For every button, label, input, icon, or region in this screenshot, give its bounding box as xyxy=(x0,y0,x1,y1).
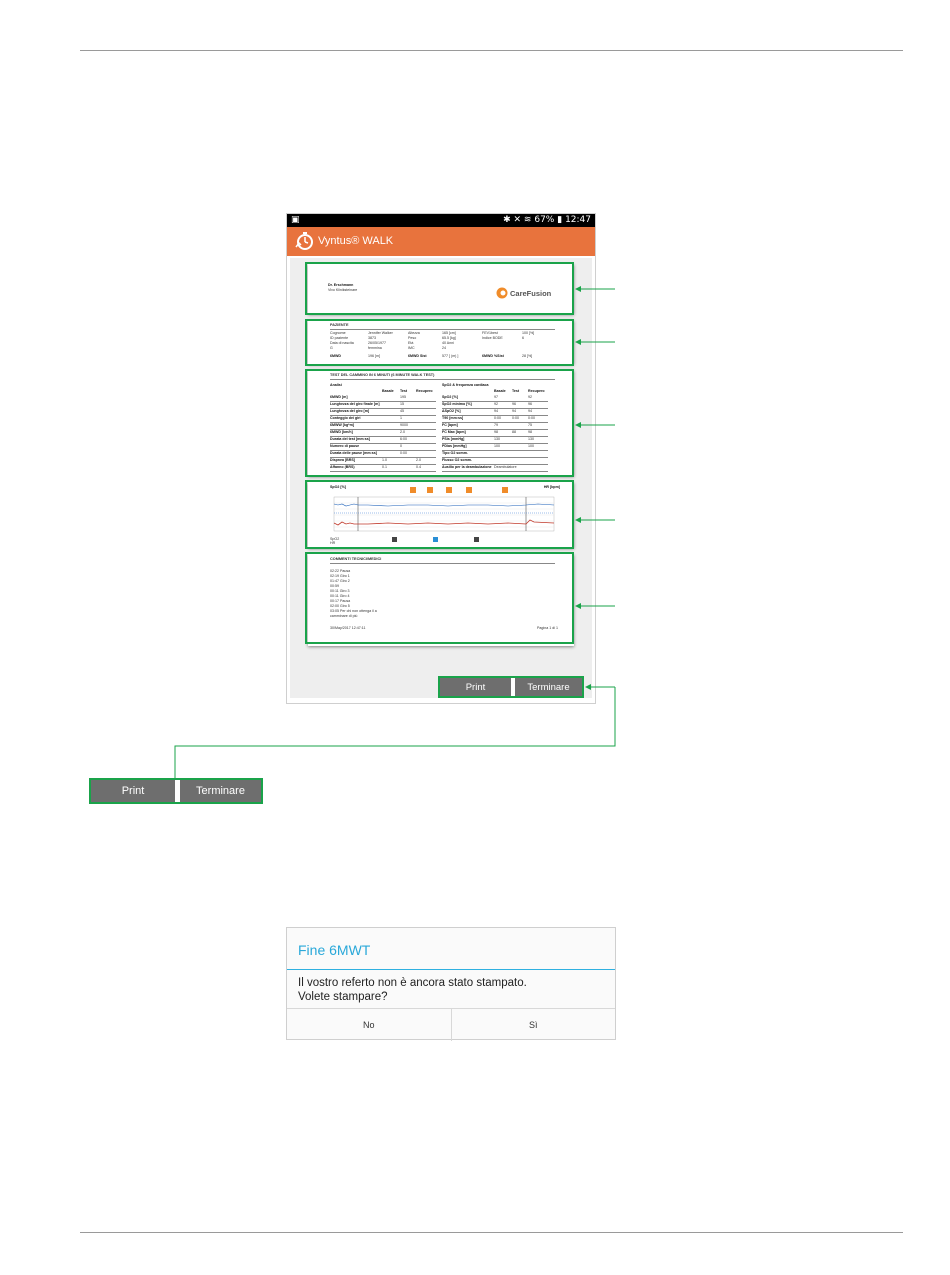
table-row-label: Ausilio per la deambulazione xyxy=(442,465,492,469)
comments-heading: COMMENTI TECNICI/MEDICI xyxy=(330,557,382,561)
battery-level: 67% xyxy=(534,215,555,225)
table-cell: 1.0 xyxy=(382,458,387,462)
table-col-header: Basale xyxy=(382,389,394,393)
dialog-message-line1: Il vostro referto non è ancora stato stampato. xyxy=(298,977,527,989)
end-6mwt-dialog xyxy=(286,927,616,1040)
table-col-header: Test xyxy=(400,389,408,393)
clock: 12:47 xyxy=(565,215,591,225)
table-cell: 79 xyxy=(494,423,498,427)
table-cell: 6:00 xyxy=(400,437,407,441)
clinic-name: Vivo Kliniksteinare xyxy=(328,288,358,292)
dialog-message-line2: Volete stampare? xyxy=(298,991,388,1003)
patient-cell: Altezza xyxy=(408,331,420,335)
table-cell: 98 xyxy=(528,430,532,434)
dialog-divider xyxy=(287,969,615,970)
comment-line: 03:05 Per chi non ottenga il a xyxy=(330,609,377,613)
patient-cell: 65.5 [kg] xyxy=(442,336,456,340)
patient-heading: PAZIENTE xyxy=(330,323,349,327)
patient-cell: Data di nascita xyxy=(330,341,354,345)
comment-line: 01:47 Giro 2 xyxy=(330,579,350,583)
print-button[interactable]: Print xyxy=(440,678,511,696)
table-cell: Deambulatore xyxy=(494,465,517,469)
table-cell: 0:00 xyxy=(512,416,519,420)
patient-cell: 26/05/1977 xyxy=(368,341,386,345)
table-col-header: Recupero xyxy=(416,389,433,393)
table-row-label: 6MWD [km/h] xyxy=(330,430,353,434)
table-row-label: FC Max [bpm] xyxy=(442,430,466,434)
table-cell: 0:00 xyxy=(528,416,535,420)
patient-cell: FEV1best xyxy=(482,331,498,335)
table-cell: 0 xyxy=(400,444,402,448)
table-cell: 92 xyxy=(494,402,498,406)
dialog-buttons xyxy=(287,1008,615,1041)
comment-line: 00:11 Giro 4 xyxy=(330,594,350,598)
app-title: Vyntus® WALK xyxy=(318,235,394,247)
comment-line: 00:11 Giro 3 xyxy=(330,589,350,593)
table-cell: 97 xyxy=(494,395,498,399)
table-col-header: Basale xyxy=(494,389,506,393)
wifi-icon: ≋ xyxy=(523,215,532,225)
table-cell: 94 xyxy=(512,409,516,413)
table-row-label: Lunghezza del giro [m] xyxy=(330,409,370,413)
test-heading: TEST DEL CAMMINO IN 6 MINUTI (6 MINUTE WALK TEST) xyxy=(330,373,435,377)
brand-name: CareFusion xyxy=(510,289,552,298)
finish-button[interactable]: Terminare xyxy=(515,678,582,696)
table-cell: 1 xyxy=(400,416,402,420)
table-cell: 0:00 xyxy=(400,451,407,455)
table-cell: 75 xyxy=(528,423,532,427)
chart-right-label: HR [bpm] xyxy=(543,485,560,489)
patient-cell: IMC xyxy=(408,346,415,350)
table-row-label: ΔSpO2 [%] xyxy=(442,409,461,413)
table-row-label: 6MWW [kg*m] xyxy=(330,423,354,427)
patient-summary-cell: 6MWD Sist xyxy=(408,354,427,358)
comment-line: 00:17 Pausa xyxy=(330,599,351,603)
patient-cell: Peso xyxy=(408,336,417,340)
comment-line: 00:59 xyxy=(330,584,339,588)
patient-cell: 3873 xyxy=(368,336,376,340)
table-row-label: 6MWD [m] xyxy=(330,395,348,399)
patient-cell: 100 [%] xyxy=(522,331,535,335)
table-cell: 2.0 xyxy=(400,430,405,434)
table-row-label: Conteggio dei giri xyxy=(330,416,361,420)
table-cell: 94 xyxy=(494,409,498,413)
patient-cell: ID paziente xyxy=(330,336,349,340)
table-row-label: Affanno (BRS) xyxy=(330,465,355,469)
table-cell: 88 xyxy=(512,430,516,434)
patient-cell: 6 xyxy=(522,336,524,340)
table-cell: 100 xyxy=(528,444,534,448)
patient-cell: 24 xyxy=(442,346,446,350)
yes-button[interactable]: Sì xyxy=(451,1009,616,1041)
table-row-label: Durata del test [mm:ss] xyxy=(330,437,370,441)
table-cell: 92 xyxy=(528,395,532,399)
table-row-label: Numero di pause xyxy=(330,444,360,448)
table-row-label: SpO2 minimo [%] xyxy=(442,402,472,406)
no-button[interactable]: No xyxy=(362,1020,375,1030)
table-cell: 15 xyxy=(400,402,404,406)
patient-cell: femmina xyxy=(368,346,382,350)
battery-icon: ▮ xyxy=(557,215,563,225)
patient-cell: Indice BODE xyxy=(482,336,503,340)
comment-line: 02:19 Giro 1 xyxy=(330,574,350,578)
report-timestamp: 30/May/2017 12:47:11 xyxy=(330,626,366,630)
legend-spo2: SpO2 xyxy=(330,537,340,541)
table-cell: 130 xyxy=(528,437,534,441)
table-row-label: SpO2 [%] xyxy=(442,395,458,399)
table-col-header: Recupero xyxy=(528,389,545,393)
zoom-button-bar xyxy=(89,778,263,804)
table-cell: 2.0 xyxy=(416,458,421,462)
notification-icon: ▣ xyxy=(291,215,300,225)
comment-line: 02:00 Giro 5 xyxy=(330,604,350,608)
zoom-finish-button[interactable]: Terminare xyxy=(180,780,261,802)
table-cell: 100 xyxy=(494,444,500,448)
patient-cell: G xyxy=(330,346,333,350)
mute-icon: ✕ xyxy=(513,215,522,225)
table-row-label: PDias [mmHg] xyxy=(442,444,467,448)
dialog-message xyxy=(298,976,527,1004)
legend-hr: HR xyxy=(330,541,336,545)
patient-cell: Cognome xyxy=(330,331,346,335)
table-cell: 96 xyxy=(528,402,532,406)
doctor-name: Dr. Erschmann xyxy=(328,283,354,287)
table-row-label: PSis [mmHg] xyxy=(442,437,465,441)
analysis-title: Analisi xyxy=(330,383,342,387)
table-cell: 0.4 xyxy=(416,465,421,469)
table-row-label: Durata delle pause [mm:ss] xyxy=(330,451,377,455)
bluetooth-icon: ✱ xyxy=(503,215,511,225)
table-cell: 9000 xyxy=(400,423,408,427)
table-cell: 0.1 xyxy=(382,465,387,469)
table-row-label: FC [bpm] xyxy=(442,423,458,427)
zoom-print-button[interactable]: Print xyxy=(91,780,175,802)
patient-summary-cell: 577 [ (m) ] xyxy=(442,354,459,358)
patient-cell: 165 [cm] xyxy=(442,331,456,335)
patient-summary-cell: 6MWD xyxy=(330,354,341,358)
table-cell: 130 xyxy=(494,437,500,441)
table-cell: 45 xyxy=(400,409,404,413)
patient-cell: Jennifer Walker xyxy=(368,331,393,335)
comment-line: 02:22 Pausa xyxy=(330,569,351,573)
table-row-label: Lunghezza del giro finale [m] xyxy=(330,402,380,406)
patient-cell: 40 Anni xyxy=(442,341,454,345)
dialog-title: Fine 6MWT xyxy=(298,942,371,958)
patient-summary-cell: 196 [m] xyxy=(368,354,380,358)
table-row-label: Tipo O2 somm. xyxy=(442,451,468,455)
table-row-label: Dispnea [BRS] xyxy=(330,458,355,462)
table-cell: 195 xyxy=(400,395,406,399)
chart-left-label: SpO2 [%] xyxy=(330,485,346,489)
spo2-hr-title: SpO2 & frequenza cardiaca xyxy=(442,383,489,387)
table-cell: 96 xyxy=(512,402,516,406)
comment-line: camminare di più xyxy=(330,614,358,618)
patient-cell: Età xyxy=(408,341,414,345)
page-number: Pagina 1 di 1 xyxy=(537,626,558,630)
patient-summary-cell: 28 [%] xyxy=(522,354,533,358)
table-row-label: T90 [mm:ss] xyxy=(442,416,464,420)
table-row-label: Flusso O2 somm. xyxy=(442,458,472,462)
patient-summary-cell: 6MWD %Sist xyxy=(482,354,504,358)
table-col-header: Test xyxy=(512,389,520,393)
table-cell: 0:00 xyxy=(494,416,501,420)
table-cell: 98 xyxy=(494,430,498,434)
table-cell: 94 xyxy=(528,409,532,413)
